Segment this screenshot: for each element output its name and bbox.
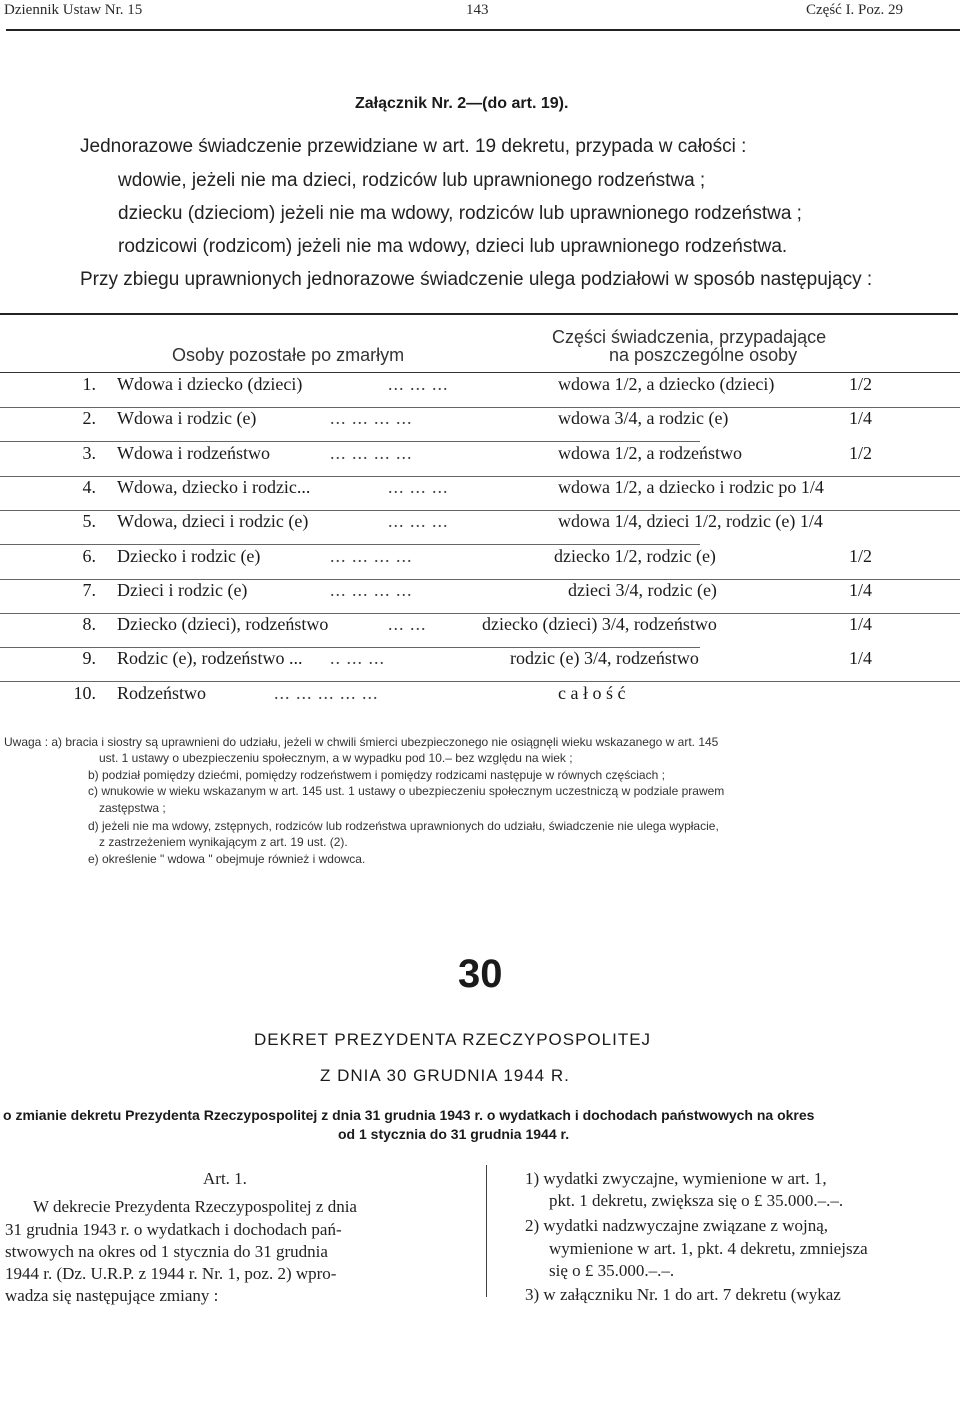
table-top-rule — [0, 313, 958, 315]
note-line: b) podział pomiędzy dziećmi, pomiędzy rodzeństwem i pomiędzy rodzicami następuje w równych częściach ; — [88, 768, 665, 782]
left-column-line: stwowych na okres od 1 stycznia do 31 grudnia — [5, 1242, 328, 1261]
row-shares: dziecko 1/2, rodzic (e) — [554, 545, 716, 566]
row-leader-dots: .. ... ... — [330, 648, 385, 669]
paragraph-line: dziecku (dzieciom) jeżeli nie ma wdowy, rodziców lub uprawnionego rodzeństwa ; — [118, 203, 802, 224]
table-row — [0, 546, 960, 580]
row-shares: rodzic (e) 3/4, rodzeństwo — [510, 648, 699, 669]
table-row — [0, 580, 960, 614]
decree-subject-cont: od 1 stycznia do 31 grudnia 1944 r. — [338, 1126, 570, 1142]
right-column-line: pkt. 1 dekretu, zwiększa się o £ 35.000.–.–. — [549, 1191, 844, 1210]
row-persons: Wdowa i rodzeństwo — [117, 442, 270, 463]
decree-number: 30 — [458, 952, 503, 996]
row-shares: c a ł o ś ć — [558, 682, 626, 703]
table-row — [0, 477, 960, 511]
row-persons: Rodzeństwo — [117, 682, 206, 703]
note-line: zastępstwa ; — [99, 801, 166, 815]
article-heading: Art. 1. — [203, 1169, 247, 1188]
row-number: 1. — [82, 374, 96, 394]
right-column-line: 1) wydatki zwyczajne, wymienione w art. 1, — [525, 1169, 827, 1188]
header-rule — [6, 29, 960, 31]
row-leader-dots: ... ... ... ... — [330, 545, 413, 566]
row-number: 10. — [73, 682, 96, 703]
decree-title: DEKRET PREZYDENTA RZECZYPOSPOLITEJ — [254, 1030, 652, 1049]
right-column-line: 3) w załączniku Nr. 1 do art. 7 dekretu (wykaz — [525, 1285, 841, 1304]
row-leader-dots: ... ... ... ... — [330, 408, 413, 429]
decree-date: Z DNIA 30 GRUDNIA 1944 R. — [320, 1066, 570, 1085]
column-header-shares: Części świadczenia, przypadające — [552, 327, 827, 347]
paragraph-line: rodzicowi (rodzicom) jeżeli nie ma wdowy, dzieci lub uprawnionego rodzeństwa. — [118, 236, 788, 257]
row-persons: Wdowa i dziecko (dzieci) — [117, 374, 303, 394]
table-header-rule — [0, 372, 960, 373]
row-persons: Dziecko (dzieci), rodzeństwo — [117, 614, 329, 635]
row-leader-dots: ... ... ... ... — [330, 442, 413, 463]
annex-title: Załącznik Nr. 2—(do art. 19). — [355, 95, 569, 112]
note-line: z zastrzeżeniem wynikającym z art. 19 ust. (2). — [99, 835, 348, 849]
row-fraction: 1/2 — [849, 374, 873, 394]
row-persons: Wdowa, dzieci i rodzic (e) — [117, 511, 309, 532]
row-fraction: 1/2 — [849, 545, 873, 566]
note-line: Uwaga : a) bracia i siostry są uprawnieni do udziału, jeżeli w chwili śmierci ubezpieczonego nie osiągnęli wieku wskazanego w art. 145 — [4, 735, 719, 749]
journal-title: Dziennik Ustaw Nr. 15 — [4, 2, 143, 18]
row-number: 3. — [82, 442, 96, 463]
table-row — [0, 614, 960, 648]
row-shares: wdowa 1/2, a rodzeństwo — [558, 442, 742, 463]
row-persons: Dzieci i rodzic (e) — [117, 579, 248, 600]
right-column-line: się o £ 35.000.–.–. — [549, 1261, 675, 1280]
section-position: Część I. Poz. 29 — [806, 2, 904, 18]
paragraph-line: wdowie, jeżeli nie ma dzieci, rodziców lub uprawnionego rodzeństwa ; — [118, 170, 706, 191]
table-row — [0, 511, 960, 545]
page-number: 143 — [466, 2, 489, 18]
table-row — [0, 374, 960, 408]
column-divider — [486, 1165, 487, 1297]
row-shares: dziecko (dzieci) 3/4, rodzeństwo — [482, 614, 717, 635]
column-header-shares-sub: na poszczególne osoby — [609, 345, 798, 365]
row-fraction: 1/2 — [849, 442, 873, 463]
row-shares: wdowa 1/2, a dziecko (dzieci) — [558, 374, 775, 394]
row-leader-dots: ... ... ... ... — [330, 579, 413, 600]
row-number: 5. — [82, 511, 96, 532]
note-line: ust. 1 ustawy o ubezpieczeniu społecznym, a w wypadku pod 10.– bez względu na wiek ; — [99, 751, 573, 765]
table-row — [0, 683, 960, 717]
table-row — [0, 408, 960, 442]
row-shares: wdowa 1/2, a dziecko i rodzic po 1/4 — [558, 476, 824, 497]
row-fraction: 1/4 — [849, 648, 873, 669]
left-column-line: W dekrecie Prezydenta Rzeczypospolitej z dnia — [33, 1197, 357, 1216]
row-number: 2. — [82, 408, 96, 429]
left-column-line: wadza się następujące zmiany : — [5, 1286, 219, 1305]
row-fraction: 1/4 — [849, 579, 873, 600]
left-column-line: 1944 r. (Dz. U.R.P. z 1944 r. Nr. 1, poz. 2) wpro- — [5, 1264, 337, 1283]
table-row — [0, 648, 960, 682]
row-leader-dots: ... ... ... — [388, 374, 449, 394]
row-fraction: 1/4 — [849, 408, 873, 429]
right-column-line: 2) wydatki nadzwyczajne związane z wojną, — [525, 1216, 829, 1235]
note-line: c) wnukowie w wieku wskazanym w art. 145 ust. 1 ustawy o ubezpieczeniu społecznym uczestniczą w podziale prawem — [88, 784, 725, 798]
row-shares: wdowa 1/4, dzieci 1/2, rodzic (e) 1/4 — [558, 511, 823, 532]
row-persons: Wdowa i rodzic (e) — [117, 408, 257, 429]
row-persons: Dziecko i rodzic (e) — [117, 545, 261, 566]
row-persons: Wdowa, dziecko i rodzic... — [117, 476, 311, 497]
row-persons: Rodzic (e), rodzeństwo ... — [117, 648, 303, 669]
row-number: 6. — [82, 545, 96, 566]
note-line: d) jeżeli nie ma wdowy, zstępnych, rodziców lub rodzeństwa uprawnionych do udziału, świadczenie nie ulega wypłacie, — [88, 819, 719, 833]
left-column-line: 31 grudnia 1943 r. o wydatkach i dochodach pań- — [5, 1220, 342, 1239]
column-header-persons: Osoby pozostałe po zmarłym — [172, 345, 405, 365]
note-line: e) określenie " wdowa " obejmuje również i wdowca. — [88, 852, 366, 866]
row-number: 8. — [82, 614, 96, 635]
row-fraction: 1/4 — [849, 614, 873, 635]
row-leader-dots: ... ... ... ... ... — [274, 682, 379, 703]
right-column-line: wymienione w art. 1, pkt. 4 dekretu, zmniejsza — [549, 1239, 868, 1258]
table-row — [0, 443, 960, 477]
row-number: 7. — [82, 579, 96, 600]
row-leader-dots: ... ... ... — [388, 476, 449, 497]
decree-subject: o zmianie dekretu Prezydenta Rzeczypospolitej z dnia 31 grudnia 1943 r. o wydatkach i dochodach państwowych na okres — [3, 1107, 815, 1123]
row-leader-dots: ... ... ... — [388, 511, 449, 532]
paragraph-line: Przy zbiegu uprawnionych jednorazowe świadczenie ulega podziałowi w sposób następujący : — [80, 269, 873, 290]
paragraph-line: Jednorazowe świadczenie przewidziane w art. 19 dekretu, przypada w całości : — [80, 136, 747, 157]
row-leader-dots: ... ... — [388, 614, 427, 635]
row-shares: dzieci 3/4, rodzic (e) — [568, 579, 717, 600]
row-number: 9. — [82, 648, 96, 669]
row-shares: wdowa 3/4, a rodzic (e) — [558, 408, 729, 429]
row-number: 4. — [82, 476, 96, 497]
